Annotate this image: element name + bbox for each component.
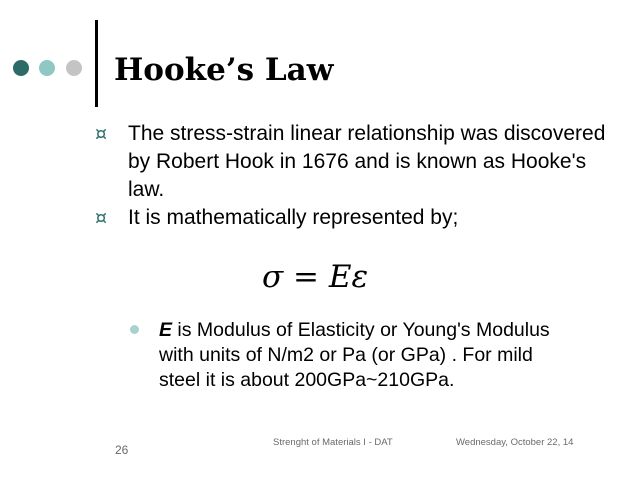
dot-teal: [39, 60, 55, 76]
dot-dark: [13, 60, 29, 76]
slide-number: 26: [115, 443, 129, 457]
modulus-symbol: E: [159, 319, 173, 341]
bullet-marker-icon: ¤: [95, 123, 108, 145]
sub-bullet-list: [128, 318, 558, 393]
hookes-law-equation: σ = Eε: [262, 259, 369, 295]
title-divider-line: [95, 20, 98, 107]
slide-title: Hooke’s Law: [114, 52, 334, 88]
bullet-item: [95, 120, 615, 204]
sub-bullet-dot-icon: [130, 325, 139, 334]
footer-date: Wednesday, October 22, 14: [456, 437, 574, 448]
bullet-text: It is mathematically represented by;: [128, 206, 459, 229]
bullet-list: [95, 120, 615, 232]
dot-light: [66, 60, 82, 76]
bullet-marker-icon: ¤: [95, 207, 108, 229]
bullet-item: [95, 204, 615, 232]
bullet-text: The stress-strain linear relationship was discovered by Robert Hook in 1676 and is known as Hooke's law.: [128, 122, 606, 201]
sub-bullet-text: is Modulus of Elasticity or Young's Modulus with units of N/m2 or Pa (or GPa) . For mild steel it is about 200GPa~210GPa.: [159, 319, 550, 391]
footer-course-title: Strenght of Materials I - DAT: [273, 437, 393, 448]
sub-bullet-item: [128, 318, 558, 393]
